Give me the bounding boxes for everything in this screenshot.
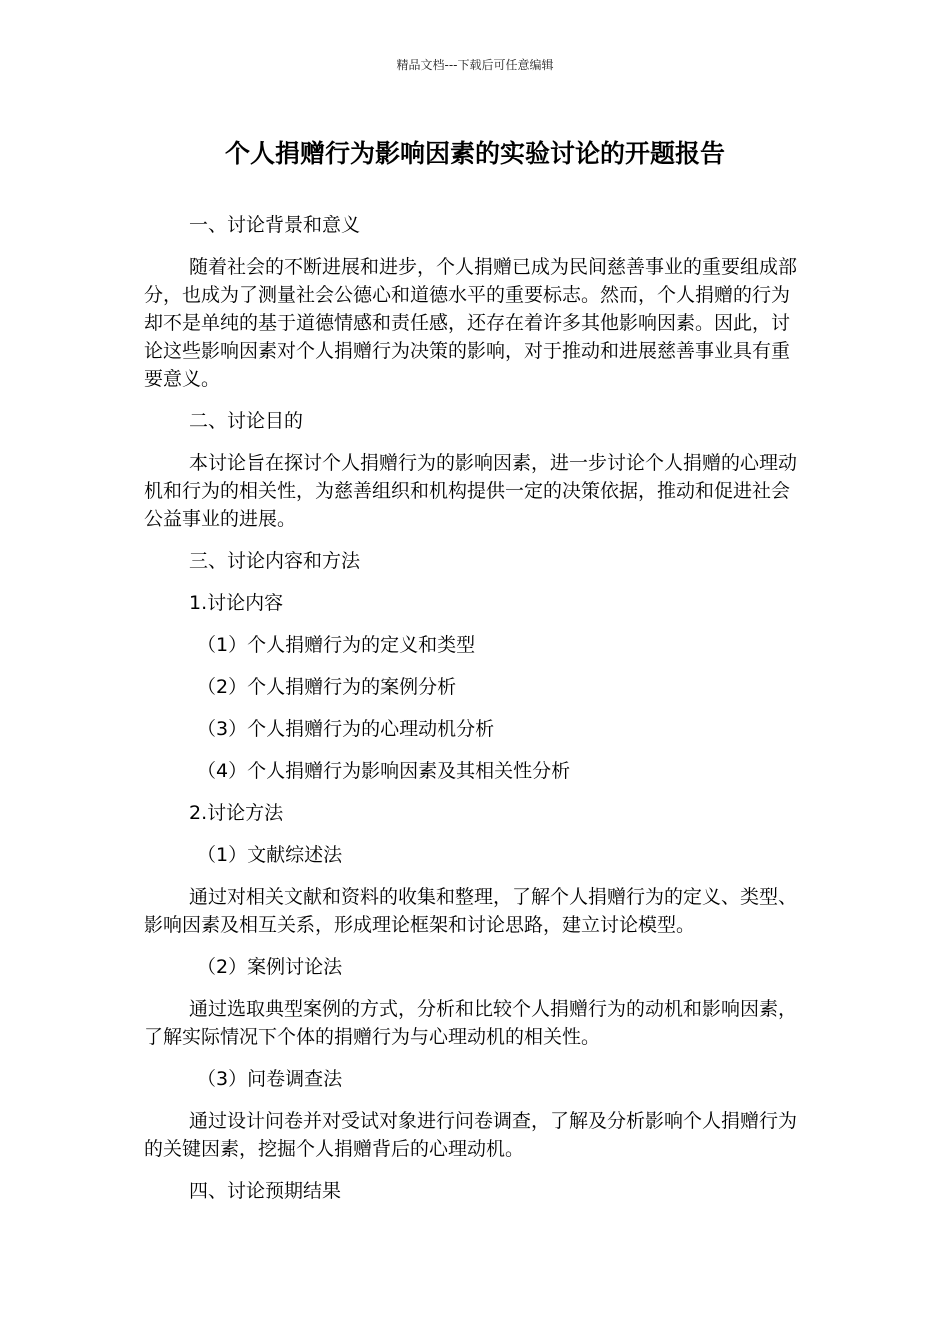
section-heading-background: 一、讨论背景和意义 (189, 214, 361, 236)
paragraph-literature: 通过对相关文献和资料的收集和整理，了解个人捐赠行为的定义、类型、影响因素及相互关系，形成理论框架和讨论思路，建立讨论模型。 (144, 886, 798, 936)
content-item-2: （2）个人捐赠行为的案例分析 (197, 676, 457, 698)
subheading-content: 1.讨论内容 (189, 592, 284, 614)
section-heading-content-methods: 三、讨论内容和方法 (189, 550, 361, 572)
paragraph-case: 通过选取典型案例的方式，分析和比较个人捐赠行为的动机和影响因素，了解实际情况下个体的捐赠行为与心理动机的相关性。 (144, 998, 798, 1048)
document-title: 个人捐赠行为影响因素的实验讨论的开题报告 (224, 139, 725, 168)
page-header: 精品文档---下载后可任意编辑 (396, 58, 554, 72)
method-heading-case: （2）案例讨论法 (197, 956, 343, 978)
section-heading-purpose: 二、讨论目的 (189, 410, 304, 432)
paragraph-survey: 通过设计问卷并对受试对象进行问卷调查，了解及分析影响个人捐赠行为的关键因素，挖掘个人捐赠背后的心理动机。 (144, 1110, 798, 1160)
content-item-1: （1）个人捐赠行为的定义和类型 (197, 634, 476, 656)
section-heading-expected-results: 四、讨论预期结果 (189, 1180, 342, 1202)
paragraph-background: 随着社会的不断进展和进步，个人捐赠已成为民间慈善事业的重要组成部分，也成为了测量社会公德心和道德水平的重要标志。然而，个人捐赠的行为却不是单纯的基于道德情感和责任感，还存在着许多其他影响因素。因此，讨论这些影响因素对个人捐赠行为决策的影响，对于推动和进展慈善事业具有重要意义。 (144, 256, 798, 390)
document-body (144, 211, 804, 1219)
content-item-3: （3）个人捐赠行为的心理动机分析 (197, 718, 495, 740)
method-heading-survey: （3）问卷调查法 (197, 1068, 343, 1090)
content-item-4: （4）个人捐赠行为影响因素及其相关性分析 (197, 760, 571, 782)
subheading-methods: 2.讨论方法 (189, 802, 284, 824)
method-heading-literature: （1）文献综述法 (197, 844, 343, 866)
paragraph-purpose: 本讨论旨在探讨个人捐赠行为的影响因素，进一步讨论个人捐赠的心理动机和行为的相关性，为慈善组织和机构提供一定的决策依据，推动和促进社会公益事业的进展。 (144, 452, 798, 530)
